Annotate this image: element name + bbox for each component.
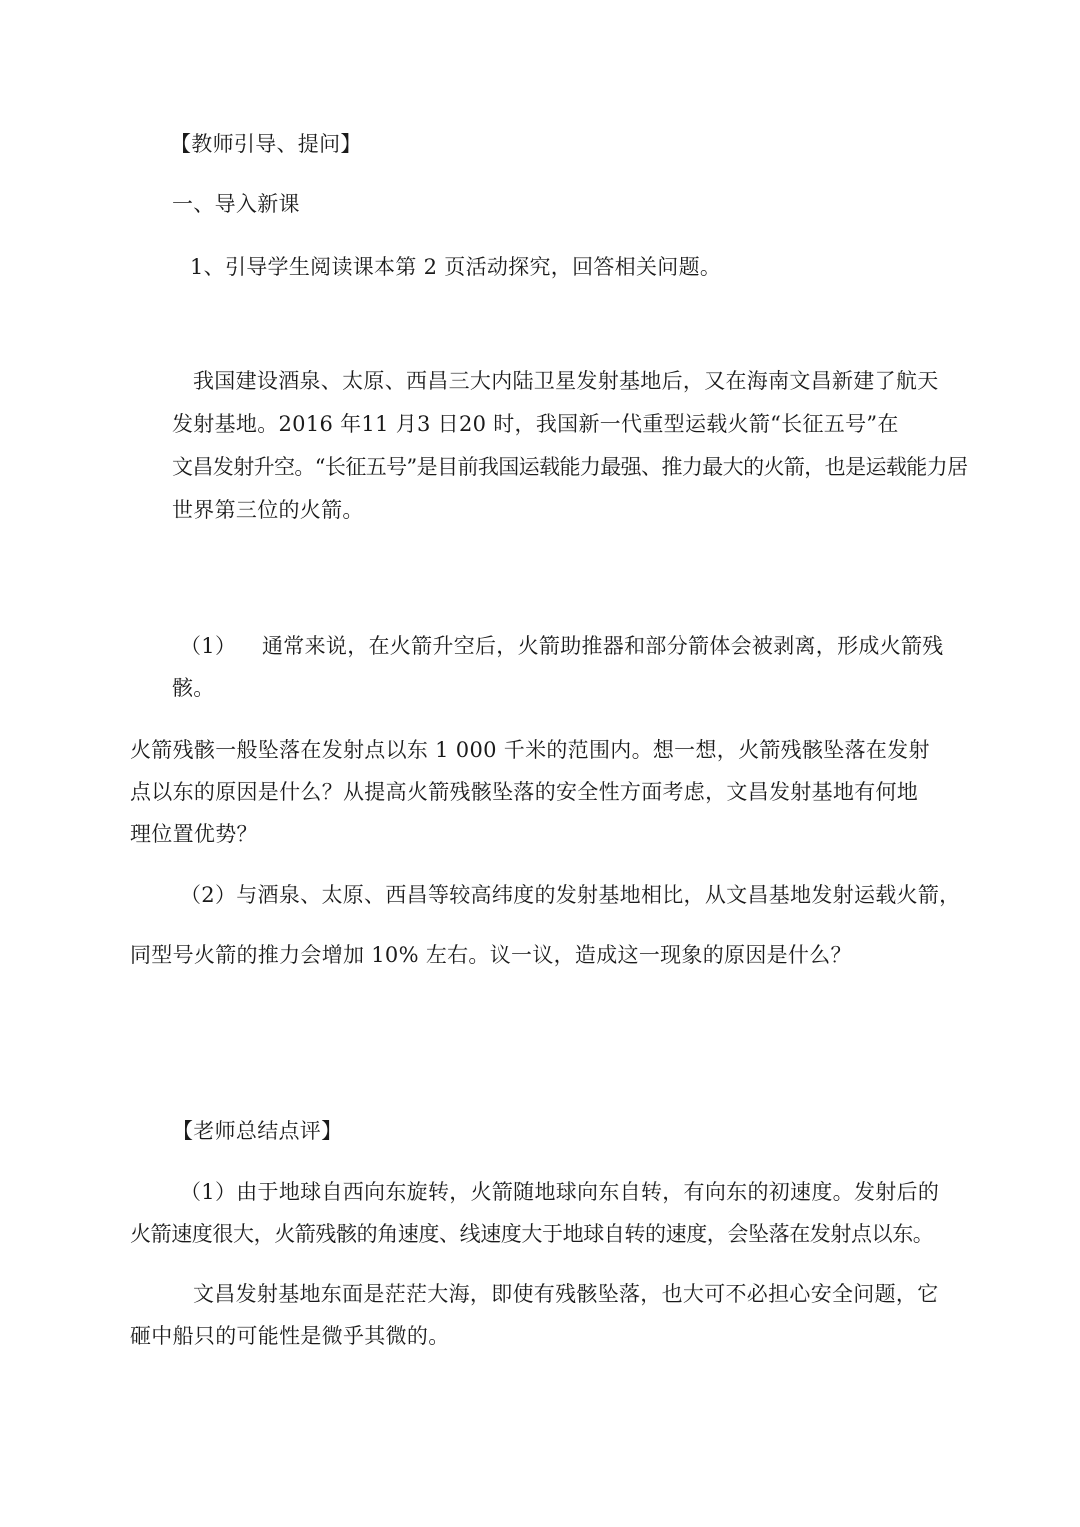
question-line: 点以东的原因是什么？从提高火箭残骸坠落的安全性方面考虑，文昌发射基地有何地 xyxy=(130,780,919,804)
question-line: 理位置优势？ xyxy=(130,822,258,846)
question-number: （1） xyxy=(180,634,237,658)
material-line: 发射基地。2016 年11 月3 日20 时，我国新一代重型运载火箭“长征五号”在 xyxy=(172,412,899,436)
material-line: 文昌发射升空。“长征五号”是目前我国运载能力最强、推力最大的火箭，也是运载能力居 xyxy=(172,455,968,479)
section-title-intro: 一、导入新课 xyxy=(172,192,300,216)
answer-line: 火箭速度很大，火箭残骸的角速度、线速度大于地球自转的速度，会坠落在发射点以东。 xyxy=(130,1222,934,1246)
answer-line: （1）由于地球自西向东旋转，火箭随地球向东自转，有向东的初速度。发射后的 xyxy=(180,1180,940,1204)
question-line: 骸。 xyxy=(172,676,215,700)
material-line: 我国建设酒泉、太原、西昌三大内陆卫星发射基地后，又在海南文昌新建了航天 xyxy=(193,369,939,393)
heading-teacher-summary: 【老师总结点评】 xyxy=(172,1119,343,1143)
question-line: （2）与酒泉、太原、西昌等较高纬度的发射基地相比，从文昌基地发射运载火箭， xyxy=(180,883,961,907)
question-line: 火箭残骸一般坠落在发射点以东 1 000 千米的范围内。想一想，火箭残骸坠落在发射 xyxy=(130,738,930,762)
material-line: 世界第三位的火箭。 xyxy=(172,498,364,522)
answer-line: 砸中船只的可能性是微乎其微的。 xyxy=(130,1324,450,1348)
question-line: 同型号火箭的推力会增加 10% 左右。议一议，造成这一现象的原因是什么？ xyxy=(130,943,852,967)
question-line: 通常来说，在火箭升空后，火箭助推器和部分箭体会被剥离，形成火箭残 xyxy=(262,634,944,658)
heading-teacher-guide: 【教师引导、提问】 xyxy=(170,132,362,156)
answer-line: 文昌发射基地东面是茫茫大海，即使有残骸坠落，也大可不必担心安全问题，它 xyxy=(193,1282,939,1306)
item-reading-instruction: 1、引导学生阅读课本第 2 页活动探究，回答相关问题。 xyxy=(190,255,722,279)
